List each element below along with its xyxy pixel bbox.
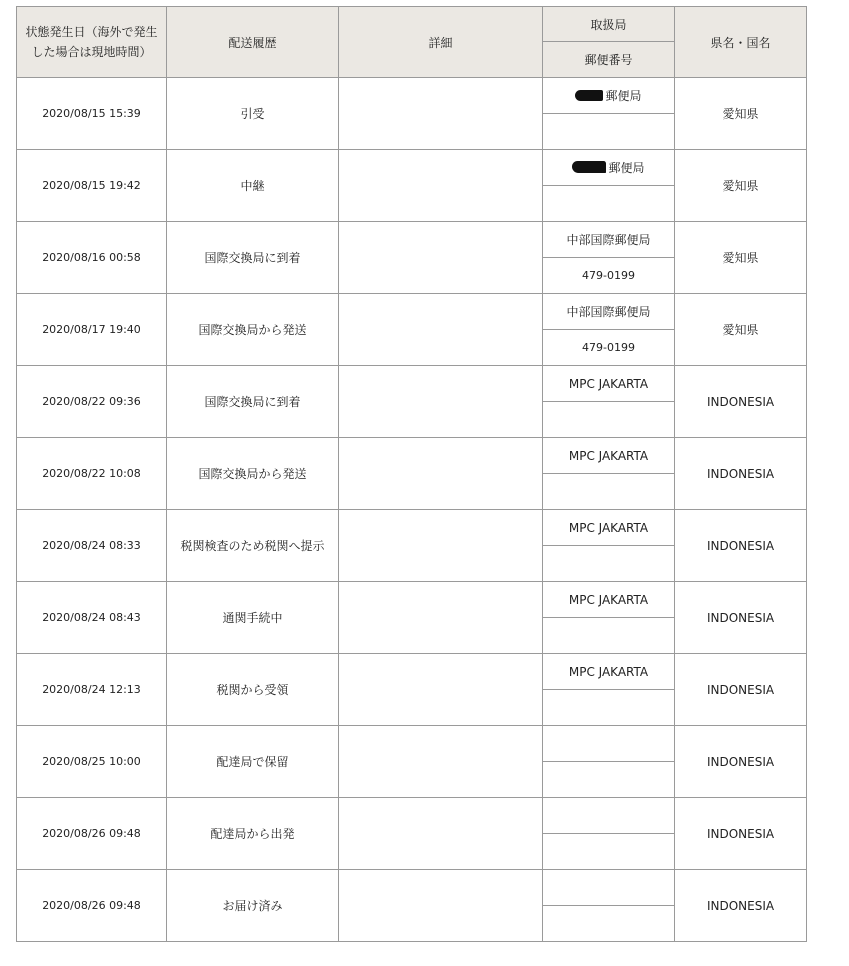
row-detail: [339, 798, 543, 870]
row-history: 税関から受領: [167, 654, 339, 726]
row-office: [543, 366, 675, 402]
row-detail: [339, 870, 543, 942]
header-history: 配送履歴: [167, 7, 339, 78]
row-history: 中継: [167, 150, 339, 222]
row-pref: INDONESIA: [675, 726, 807, 798]
row-detail: [339, 582, 543, 654]
row-history: 通関手続中: [167, 582, 339, 654]
tracking-rows: [17, 78, 807, 942]
tracking-history: [16, 6, 806, 942]
row-office: [543, 654, 675, 690]
header-postal: 郵便番号: [543, 42, 675, 78]
row-office: [543, 798, 675, 834]
table-row: [17, 366, 807, 402]
row-office-label: 郵便局: [605, 89, 642, 103]
row-date: 2020/08/15 15:39: [17, 78, 167, 150]
row-history: 配達局で保留: [167, 726, 339, 798]
row-detail: [339, 726, 543, 798]
row-detail: [339, 150, 543, 222]
row-history: 国際交換局に到着: [167, 366, 339, 438]
table-row: [17, 654, 807, 690]
row-office: [543, 870, 675, 906]
row-pref: INDONESIA: [675, 438, 807, 510]
row-postal: [543, 690, 675, 726]
table-row: [17, 870, 807, 906]
table-row: [17, 726, 807, 762]
row-pref: 愛知県: [675, 222, 807, 294]
row-date: 2020/08/22 10:08: [17, 438, 167, 510]
row-pref: INDONESIA: [675, 870, 807, 942]
redaction-mark: [572, 161, 606, 173]
row-detail: [339, 438, 543, 510]
row-date: 2020/08/25 10:00: [17, 726, 167, 798]
row-date: 2020/08/15 19:42: [17, 150, 167, 222]
row-pref: 愛知県: [675, 150, 807, 222]
row-office-label: 郵便局: [608, 161, 645, 175]
row-postal: [543, 906, 675, 942]
row-detail: [339, 294, 543, 366]
header-detail: 詳細: [339, 7, 543, 78]
row-date: 2020/08/24 12:13: [17, 654, 167, 726]
row-office: [543, 510, 675, 546]
row-date: 2020/08/26 09:48: [17, 870, 167, 942]
row-history: 税関検査のため税関へ提示: [167, 510, 339, 582]
row-office-label: 中部国際郵便局: [566, 305, 651, 319]
table-row: [17, 438, 807, 474]
table-row: [17, 798, 807, 834]
row-postal: [543, 474, 675, 510]
row-office-label: 中部国際郵便局: [566, 233, 651, 247]
row-date: 2020/08/24 08:33: [17, 510, 167, 582]
row-history: 国際交換局から発送: [167, 438, 339, 510]
row-postal: 479-0199: [543, 258, 675, 294]
row-postal: [543, 546, 675, 582]
row-office: [543, 222, 675, 258]
row-pref: 愛知県: [675, 78, 807, 150]
row-history: 引受: [167, 78, 339, 150]
row-postal: [543, 114, 675, 150]
row-office: [543, 294, 675, 330]
row-pref: INDONESIA: [675, 366, 807, 438]
table-row: [17, 150, 807, 186]
row-pref: INDONESIA: [675, 582, 807, 654]
row-postal: 479-0199: [543, 330, 675, 366]
row-office: [543, 438, 675, 474]
row-postal: [543, 402, 675, 438]
row-detail: [339, 78, 543, 150]
row-office-label: MPC JAKARTA: [568, 448, 649, 463]
row-history: 国際交換局から発送: [167, 294, 339, 366]
row-date: 2020/08/17 19:40: [17, 294, 167, 366]
row-date: 2020/08/22 09:36: [17, 366, 167, 438]
row-detail: [339, 654, 543, 726]
row-office-label: MPC JAKARTA: [568, 520, 649, 535]
row-office: [543, 78, 675, 114]
table-row: [17, 294, 807, 330]
row-detail: [339, 222, 543, 294]
row-postal: [543, 186, 675, 222]
table-row: [17, 222, 807, 258]
row-office-label: MPC JAKARTA: [568, 664, 649, 679]
row-office-label: MPC JAKARTA: [568, 376, 649, 391]
row-office-label: MPC JAKARTA: [568, 592, 649, 607]
header-office: 取扱局: [543, 7, 675, 42]
row-date: 2020/08/16 00:58: [17, 222, 167, 294]
table-row: [17, 78, 807, 114]
row-history: 国際交換局に到着: [167, 222, 339, 294]
row-postal: [543, 834, 675, 870]
row-pref: 愛知県: [675, 294, 807, 366]
table-row: [17, 510, 807, 546]
row-pref: INDONESIA: [675, 798, 807, 870]
row-postal: [543, 762, 675, 798]
row-pref: INDONESIA: [675, 510, 807, 582]
header-date: 状態発生日（海外で発生した場合は現地時間）: [17, 7, 167, 78]
row-office: [543, 150, 675, 186]
row-history: 配達局から出発: [167, 798, 339, 870]
row-postal: [543, 618, 675, 654]
row-detail: [339, 366, 543, 438]
row-detail: [339, 510, 543, 582]
header-pref: 県名・国名: [675, 7, 807, 78]
redaction-mark: [575, 90, 603, 101]
row-office: [543, 582, 675, 618]
table-row: [17, 582, 807, 618]
row-date: 2020/08/24 08:43: [17, 582, 167, 654]
row-history: お届け済み: [167, 870, 339, 942]
row-date: 2020/08/26 09:48: [17, 798, 167, 870]
tracking-table: [16, 6, 807, 942]
row-office: [543, 726, 675, 762]
row-pref: INDONESIA: [675, 654, 807, 726]
